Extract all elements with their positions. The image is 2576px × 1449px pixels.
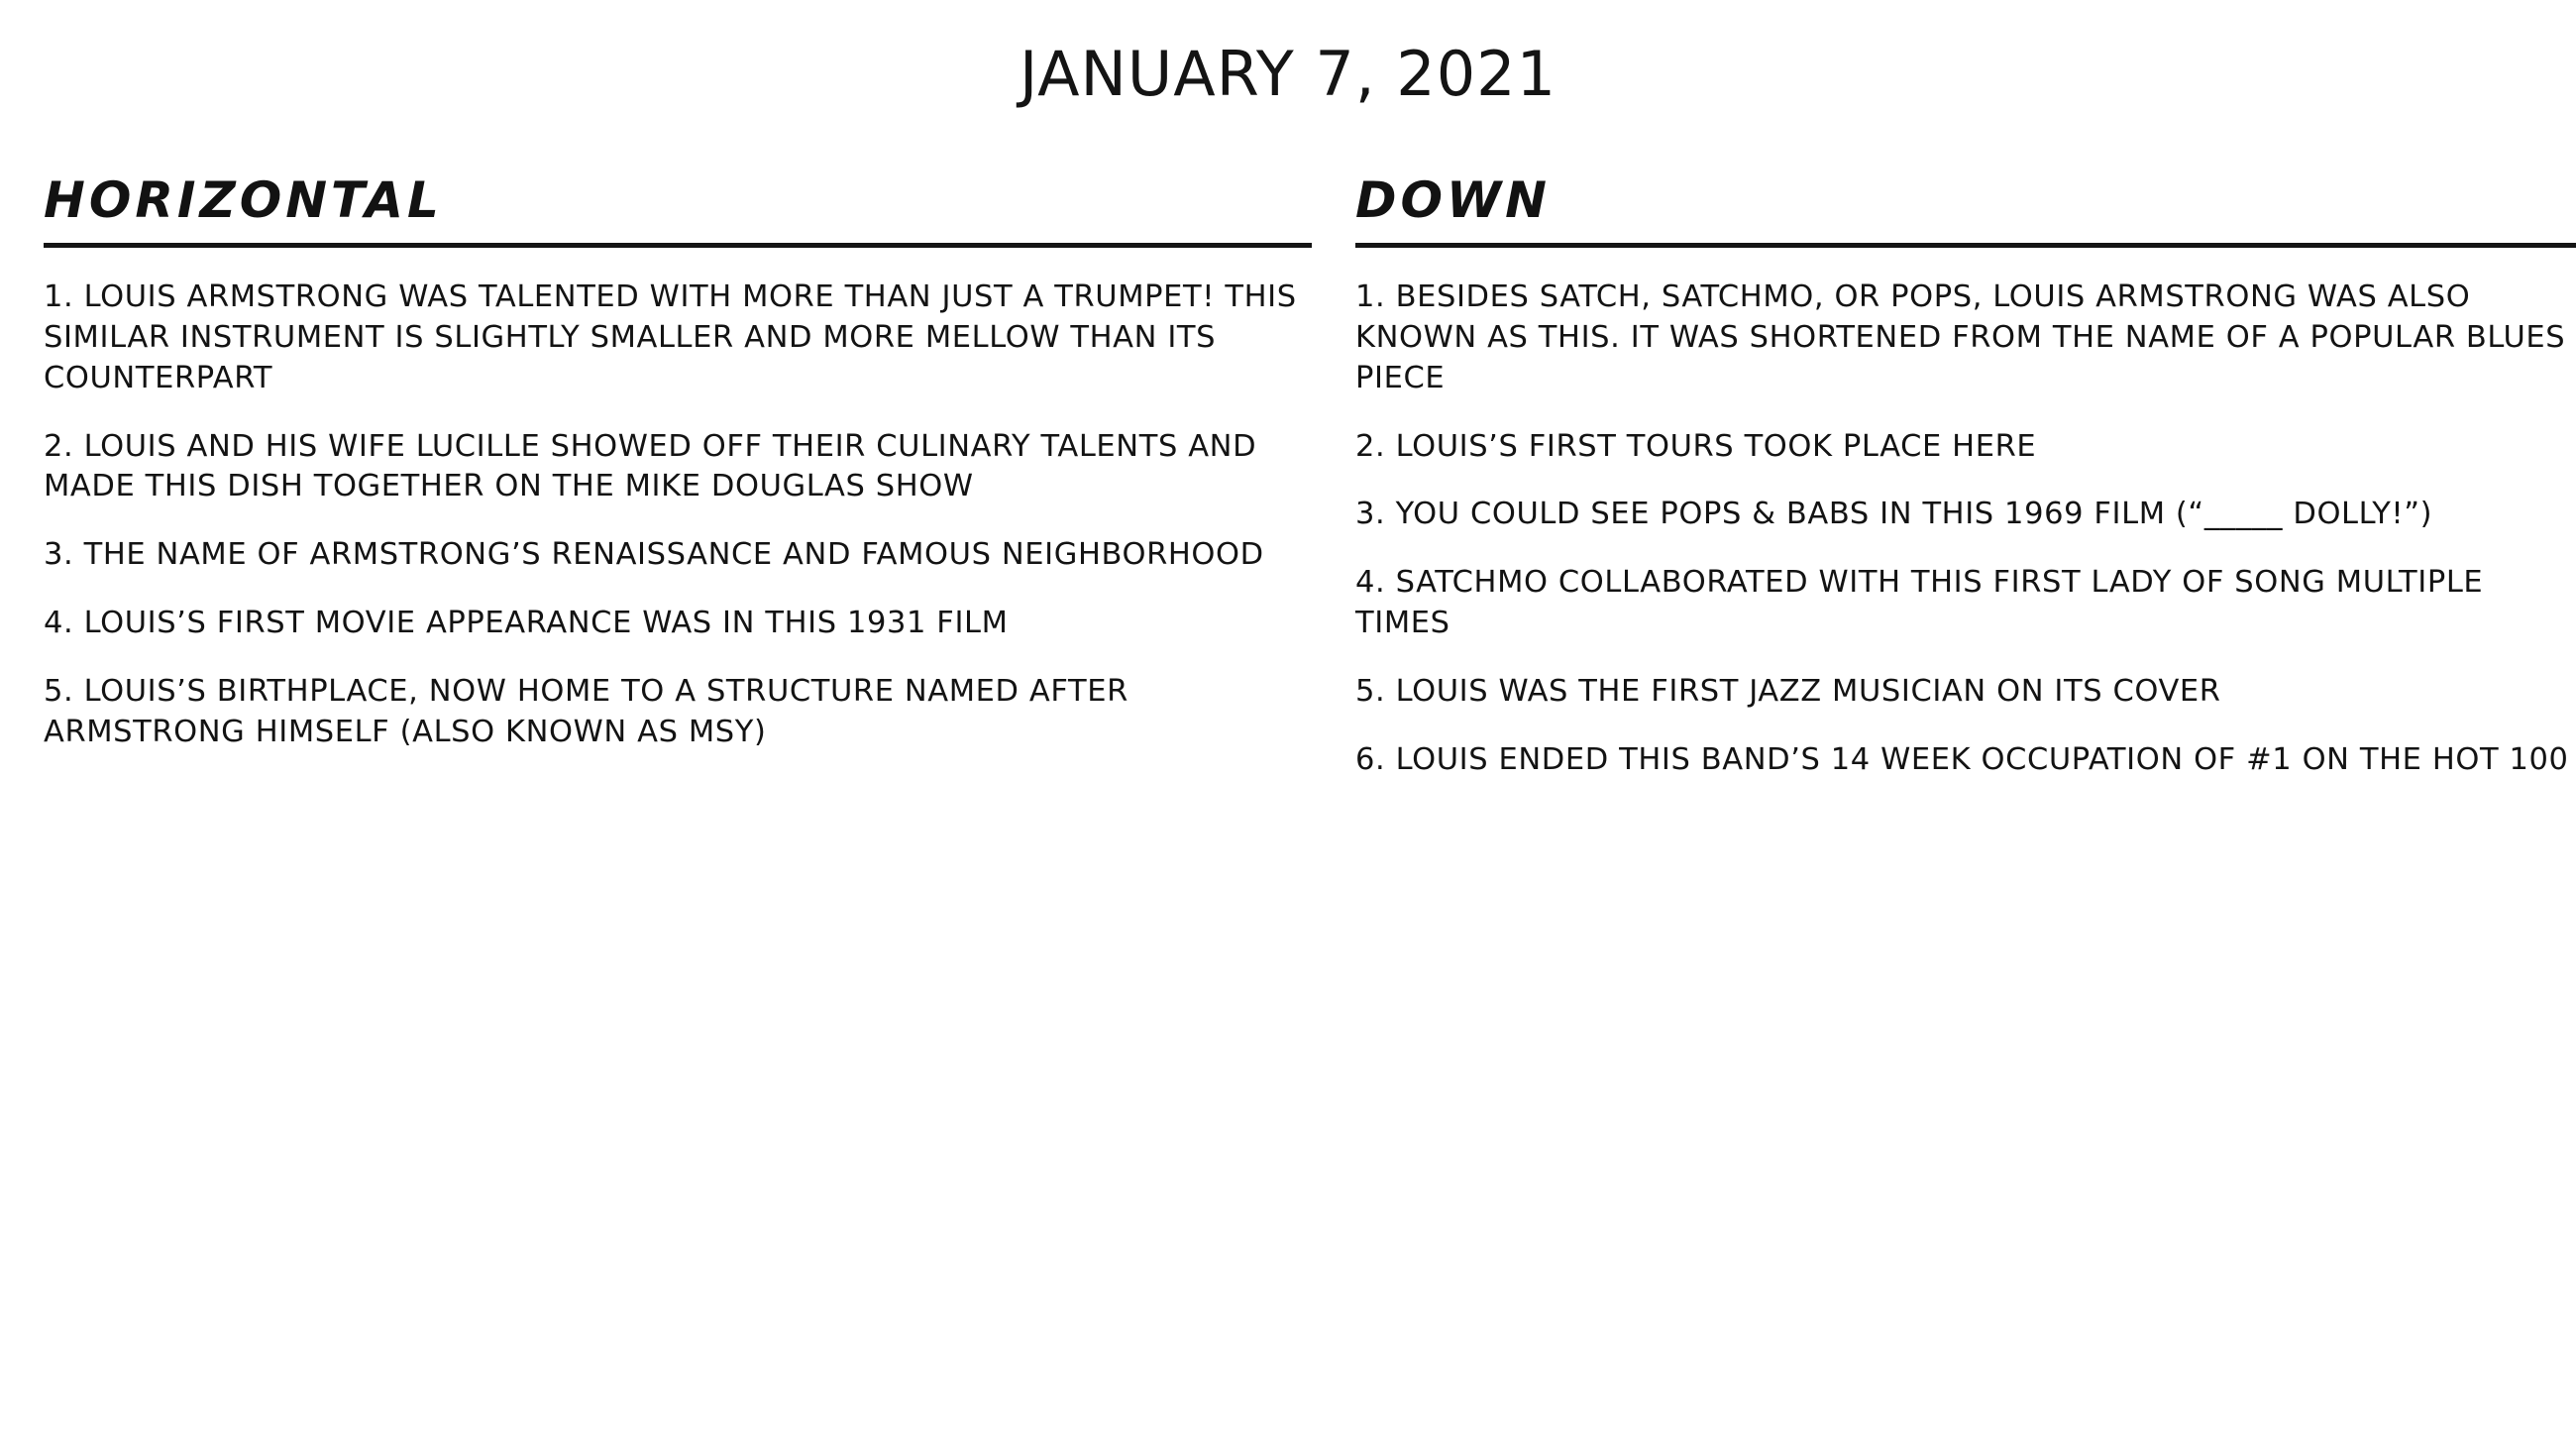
down-clues-column [1355, 171, 2576, 781]
list-item: 5. LOUIS’S BIRTHPLACE, NOW HOME TO A STRUCTURE NAMED AFTER ARMSTRONG HIMSELF (ALSO KNOWN AS MSY) [44, 674, 1128, 749]
list-item: 3. YOU COULD SEE POPS & BABS IN THIS 1969 FILM (“_____ DOLLY!”) [1355, 497, 2433, 532]
list-item: 4. LOUIS’S FIRST MOVIE APPEARANCE WAS IN THIS 1931 FILM [44, 606, 1009, 641]
down-divider [1355, 243, 2576, 248]
list-item: 2. LOUIS’S FIRST TOURS TOOK PLACE HERE [1355, 428, 2037, 464]
horizontal-heading: HORIZONTAL [44, 171, 443, 229]
down-heading: DOWN [1355, 171, 1552, 229]
horizontal-clue-list [44, 278, 1312, 753]
clue-columns [0, 171, 2576, 781]
list-item: 5. LOUIS WAS THE FIRST JAZZ MUSICIAN ON ITS COVER [1355, 674, 2221, 710]
list-item: 3. THE NAME OF ARMSTRONG’S RENAISSANCE AND FAMOUS NEIGHBORHOOD [44, 537, 1264, 573]
list-item: 6. LOUIS ENDED THIS BAND’S 14 WEEK OCCUPATION OF #1 ON THE HOT 100 [1355, 741, 2569, 777]
down-clue-list [1355, 278, 2576, 781]
horizontal-divider [44, 243, 1312, 248]
horizontal-clues-column [44, 171, 1312, 753]
list-item: 1. BESIDES SATCH, SATCHMO, OR POPS, LOUIS ARMSTRONG WAS ALSO KNOWN AS THIS. IT WAS SHORTENED FROM THE NAME OF A POPULAR BLUES PIECE [1355, 279, 2566, 395]
list-item: 2. LOUIS AND HIS WIFE LUCILLE SHOWED OFF THEIR CULINARY TALENTS AND MADE THIS DISH TOGETHER ON THE MIKE DOUGLAS SHOW [44, 428, 1257, 504]
list-item: 4. SATCHMO COLLABORATED WITH THIS FIRST LADY OF SONG MULTIPLE TIMES [1355, 565, 2484, 641]
page-title: JANUARY 7, 2021 [1019, 38, 1557, 110]
list-item: 1. LOUIS ARMSTRONG WAS TALENTED WITH MORE THAN JUST A TRUMPET! THIS SIMILAR INSTRUMENT IS SLIGHTLY SMALLER AND MORE MELLOW THAN ITS COUNTERPART [44, 279, 1297, 395]
